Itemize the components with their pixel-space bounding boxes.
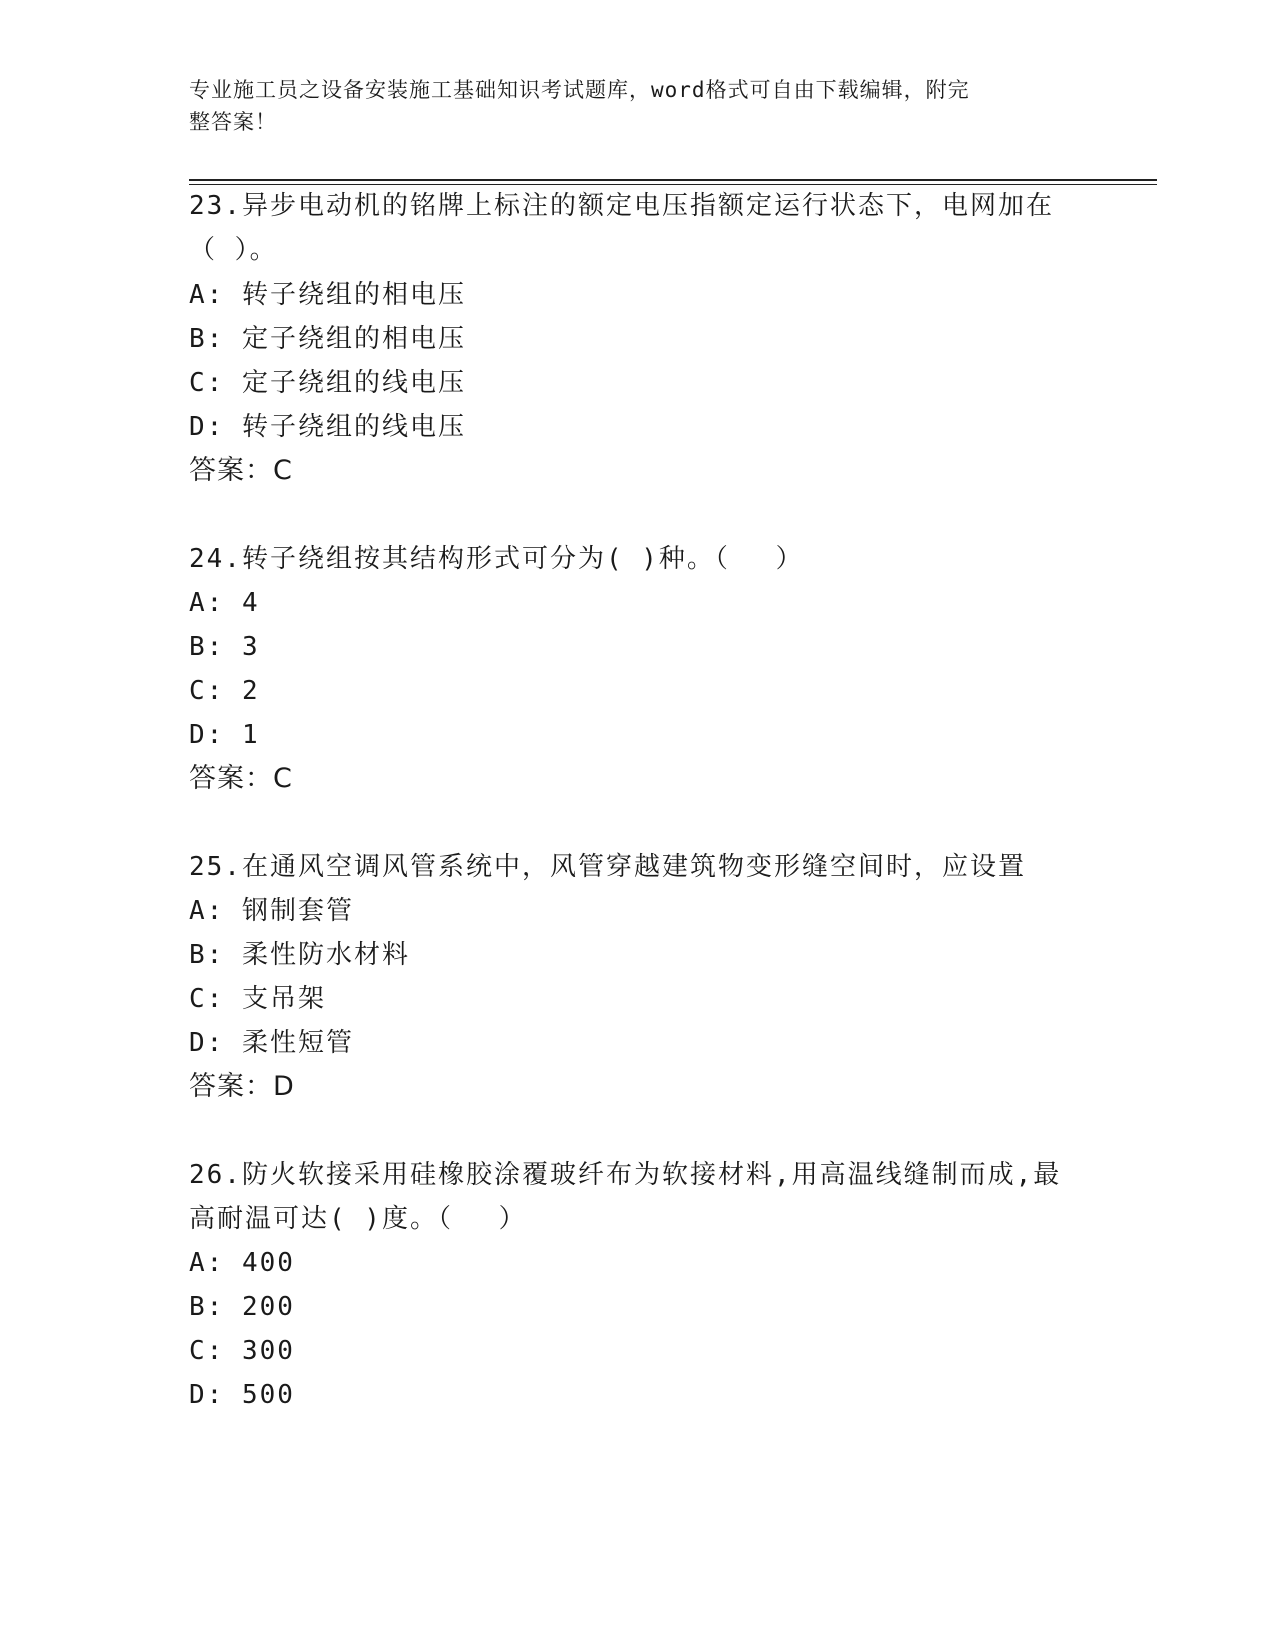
question-24-option-c: C: 2 <box>189 676 260 706</box>
question-23-option-d: D: 转子绕组的线电压 <box>189 412 466 442</box>
question-23-option-c: C: 定子绕组的线电压 <box>189 368 466 398</box>
question-25-option-b: B: 柔性防水材料 <box>189 940 410 970</box>
question-26-option-d: D: 500 <box>189 1380 295 1410</box>
header-line-2: 整答案！ <box>189 110 277 134</box>
question-23-stem-line-1: 23.异步电动机的铭牌上标注的额定电压指额定运行状态下，电网加在 <box>189 191 1054 221</box>
question-23-option-b: B: 定子绕组的相电压 <box>189 324 466 354</box>
question-23-option-a: A: 转子绕组的相电压 <box>189 280 466 310</box>
question-24-answer: 答案：C <box>189 763 293 794</box>
question-23-stem-line-2: （ ）。 <box>189 235 278 265</box>
question-24-option-d: D: 1 <box>189 720 260 750</box>
question-26-option-b: B: 200 <box>189 1292 295 1322</box>
question-25-answer: 答案：D <box>189 1071 295 1102</box>
document-header <box>189 74 1069 138</box>
question-26-option-a: A: 400 <box>189 1248 295 1278</box>
question-24-stem-line-1: 24.转子绕组按其结构形式可分为( )种。（ ） <box>189 544 804 574</box>
question-26-stem-line-1: 26.防火软接采用硅橡胶涂覆玻纤布为软接材料,用高温线缝制而成,最 <box>189 1160 1062 1190</box>
question-24-option-b: B: 3 <box>189 632 260 662</box>
question-25-option-c: C: 支吊架 <box>189 984 326 1014</box>
question-26-option-c: C: 300 <box>189 1336 295 1366</box>
question-23-answer: 答案：C <box>189 455 293 486</box>
header-divider-thin <box>189 184 1157 185</box>
question-26-stem-line-2: 高耐温可达( )度。（ ） <box>189 1204 527 1234</box>
question-25-stem-line-1: 25.在通风空调风管系统中，风管穿越建筑物变形缝空间时，应设置 <box>189 852 1026 882</box>
question-24-option-a: A: 4 <box>189 588 260 618</box>
header-line-1: 专业施工员之设备安装施工基础知识考试题库，word格式可自由下载编辑，附完 <box>189 78 970 102</box>
header-divider-thick <box>189 179 1157 181</box>
question-25-option-a: A: 钢制套管 <box>189 896 354 926</box>
question-25-option-d: D: 柔性短管 <box>189 1028 354 1058</box>
